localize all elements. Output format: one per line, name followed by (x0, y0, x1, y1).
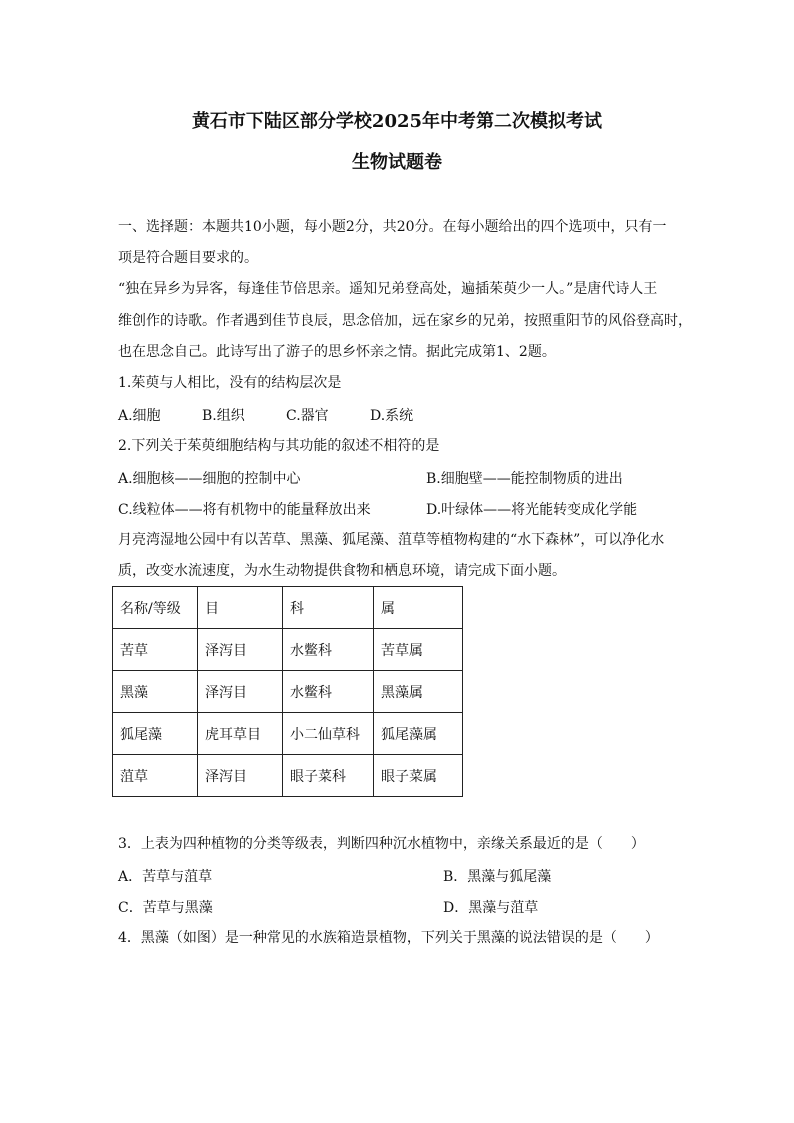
q2-stem: 2.下列关于茱萸细胞结构与其功能的叙述不相符的是 (118, 438, 440, 454)
table-cell: 水鳖科 (283, 629, 374, 671)
q1-option-a: A.细胞 (118, 408, 161, 424)
table-cell: 泽泻目 (198, 671, 283, 713)
table-cell: 虎耳草目 (198, 713, 283, 755)
exam-title: 黄石市下陆区部分学校2025年中考第二次模拟考试 (191, 111, 603, 132)
table-cell: 狐尾藻 (113, 713, 198, 755)
table-header-cell: 科 (283, 587, 374, 629)
passage2-line2: 质，改变水流速度，为水生动物提供食物和栖息环境，请完成下面小题。 (118, 563, 566, 579)
q3-option-a: A．苦草与菹草 (118, 869, 213, 885)
q4-stem: 4．黑藻（如图）是一种常见的水族箱造景植物，下列关于黑藻的说法错误的是（ ） (118, 930, 659, 946)
q3-stem: 3．上表为四种植物的分类等级表，判断四种沉水植物中，亲缘关系最近的是（ ） (118, 836, 645, 852)
q3-option-b: B．黑藻与狐尾藻 (443, 869, 552, 885)
section-intro-line1: 一、选择题：本题共10小题，每小题2分，共20分。在每小题给出的四个选项中，只有一 (118, 219, 667, 235)
passage1-line1: “独在异乡为异客，每逢佳节倍思亲。遥知兄弟登高处，遍插茱萸少一人。”是唐代诗人王 (118, 281, 658, 297)
table-header-cell: 名称/等级 (113, 587, 198, 629)
table-header-row (113, 587, 463, 629)
q1-stem: 1.茱萸与人相比，没有的结构层次是 (118, 375, 342, 391)
table-row (113, 713, 463, 755)
passage2-line1: 月亮湾湿地公园中有以苦草、黑藻、狐尾藻、菹草等植物构建的“水下森林”，可以净化水 (118, 532, 665, 548)
table-cell: 泽泻目 (198, 629, 283, 671)
q2-option-c: C.线粒体——将有机物中的能量释放出来 (118, 502, 371, 518)
table-cell: 黑藻 (113, 671, 198, 713)
classification-table (112, 586, 463, 797)
table-cell: 黑藻属 (374, 671, 463, 713)
table-cell: 小二仙草科 (283, 713, 374, 755)
table-cell: 狐尾藻属 (374, 713, 463, 755)
passage1-line2: 维创作的诗歌。作者遇到佳节良辰，思念倍加，远在家乡的兄弟，按照重阳节的风俗登高时， (118, 313, 692, 329)
exam-subtitle: 生物试题卷 (352, 152, 442, 173)
table-row (113, 671, 463, 713)
table-cell: 泽泻目 (198, 755, 283, 797)
table-cell: 水鳖科 (283, 671, 374, 713)
q1-option-b: B.组织 (202, 408, 245, 424)
q3-option-d: D．黑藻与菹草 (443, 900, 539, 916)
q1-option-d: D.系统 (370, 408, 414, 424)
table-cell: 苦草 (113, 629, 198, 671)
table-cell: 眼子菜科 (283, 755, 374, 797)
q3-option-c: C．苦草与黑藻 (118, 900, 213, 916)
table-cell: 眼子菜属 (374, 755, 463, 797)
table-cell: 菹草 (113, 755, 198, 797)
table-header-cell: 属 (374, 587, 463, 629)
q2-option-a: A.细胞核——细胞的控制中心 (118, 471, 301, 487)
q2-option-d: D.叶绿体——将光能转变成化学能 (426, 502, 638, 518)
q2-option-b: B.细胞壁——能控制物质的进出 (426, 471, 623, 487)
table-header-cell: 目 (198, 587, 283, 629)
table-row (113, 629, 463, 671)
table-cell: 苦草属 (374, 629, 463, 671)
section-intro-line2: 项是符合题目要求的。 (118, 250, 258, 266)
passage1-line3: 也在思念自己。此诗写出了游子的思乡怀亲之情。据此完成第1、2题。 (118, 344, 556, 360)
table-row (113, 755, 463, 797)
q1-option-c: C.器官 (286, 408, 329, 424)
